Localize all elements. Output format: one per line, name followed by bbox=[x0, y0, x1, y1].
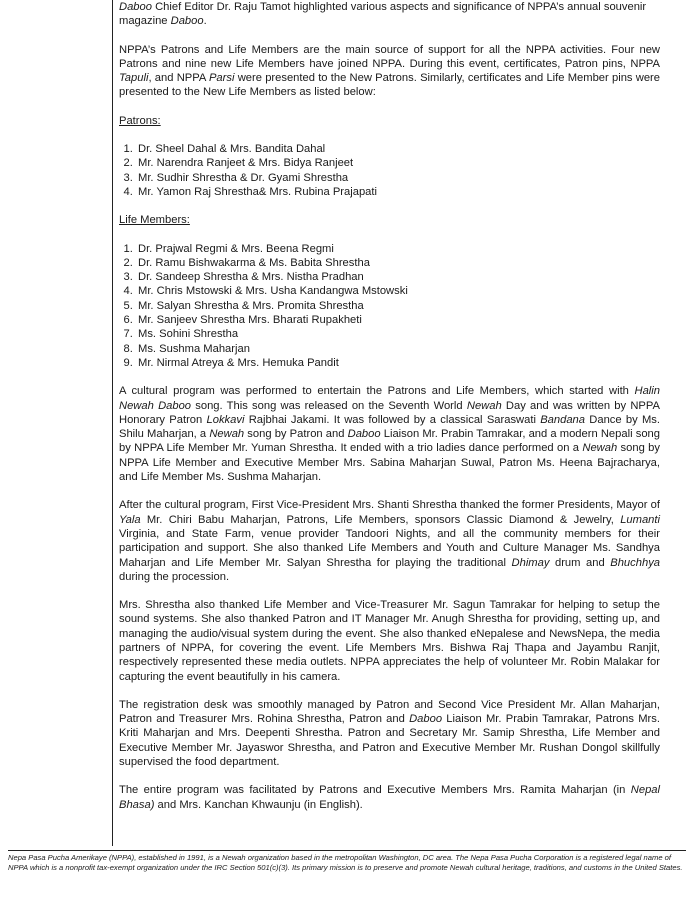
list-item: 1. Dr. Prajwal Regmi & Mrs. Beena Regmi bbox=[136, 242, 660, 256]
list-item: 1. Dr. Sheel Dahal & Mrs. Bandita Dahal bbox=[136, 142, 660, 156]
list-item: 7. Ms. Sohini Shrestha bbox=[136, 327, 660, 341]
life-members-section bbox=[119, 213, 660, 370]
list-item: 2. Mr. Narendra Ranjeet & Mrs. Bidya Ranjeet bbox=[136, 156, 660, 170]
page-body bbox=[112, 0, 660, 846]
list-item: 2. Dr. Ramu Bishwakarma & Ms. Babita Shrestha bbox=[136, 256, 660, 270]
list-item: 5. Mr. Salyan Shrestha & Mrs. Promita Shrestha bbox=[136, 299, 660, 313]
paragraph-thanks: After the cultural program, First Vice-President Mrs. Shanti Shrestha thanked the former Presidents, Mayor of Yala Mr. Chiri Babu Maharjan, Patrons, Life Members, sponsors Classic Diamond & Jewelry, Lumanti Virginia, and State Farm, venue provider Tandoori Nights, and all the community members for their participation and support. She also thanked Life Members and Youth and Culture Manager Ms. Sandhya Maharjan and Life Member Mr. Salyan Shrestha for playing the traditional Dhimay drum and Bhuchhya during the procession. bbox=[119, 499, 661, 583]
page-footer: Nepa Pasa Pucha Amerikaye (NPPA), established in 1991, is a Newah organization based in the metropolitan Washington, DC area. The Nepa Pasa Pucha Corporation is a registered legal name of NPPA which is a nonprofit tax-exempt organization under the IRC Section 501(c)(3). Its primary mission is to preserve and promote Newah cultural heritage, traditions, and customs in the United States. bbox=[8, 850, 686, 872]
paragraph-media-thanks: Mrs. Shrestha also thanked Life Member and Vice-Treasurer Mr. Sagun Tamrakar for helping to setup the sound systems. She also thanked Patron and IT Manager Mr. Anugh Shrestha for providing, setting up, and managing the audio/visual system during the event. She also thanked eNepalese and NewsNepa, the media partners of NPPA, for covering the event. Life Members Mrs. Bishwa Raj Thapa and Jayambu Ranjit, respectively represented these media outlets. NPPA appreciates the help of volunteer Mr. Robin Malakar for capturing the event beautifully in his camera. bbox=[119, 599, 660, 683]
patrons-section bbox=[119, 114, 660, 199]
life-members-heading: Life Members: bbox=[119, 214, 190, 227]
paragraph-daboo-editor: Daboo Chief Editor Dr. Raju Tamot highlighted various aspects and significance of NPPA’s annual souvenir magazine Daboo. bbox=[119, 1, 647, 28]
patrons-heading: Patrons: bbox=[119, 114, 161, 127]
list-item: 4. Mr. Chris Mstowski & Mrs. Usha Kandangwa Mstowski bbox=[136, 284, 660, 298]
list-item: 9. Mr. Nirmal Atreya & Mrs. Hemuka Pandit bbox=[136, 356, 660, 370]
paragraph-registration: The registration desk was smoothly managed by Patron and Second Vice President Mr. Allan Maharjan, Patron and Treasurer Mrs. Rohina Shrestha, Patron and Daboo Liaison Mr. Prabin Tamrakar, Patrons Mrs. Kriti Maharjan and Mrs. Deepenti Shrestha. Patron and Secretary Mr. Samip Shrestha, Life Member and Executive Member Mr. Jayaswor Shrestha, and Patron and Executive Member Mr. Rushan Dongol skillfully supervised the food department. bbox=[119, 698, 660, 769]
list-item: 3. Mr. Sudhir Shrestha & Dr. Gyami Shrestha bbox=[136, 171, 660, 185]
paragraph-facilitators: The entire program was facilitated by Patrons and Executive Members Mrs. Ramita Maharjan (in Nepal Bhasa) and Mrs. Kanchan Khwaunju (in English). bbox=[119, 784, 660, 811]
life-members-list bbox=[119, 242, 660, 371]
list-item: 4. Mr. Yamon Raj Shrestha& Mrs. Rubina Prajapati bbox=[136, 185, 660, 199]
paragraph-patrons-intro: NPPA’s Patrons and Life Members are the main source of support for all the NPPA activities. Four new Patrons and nine new Life Members have joined NPPA. During this event, certificates, Patron pins, NPPA Tapuli, and NPPA Parsi were presented to the New Patrons. Similarly, certificates and Life Member pins were presented to the New Life Members as listed below: bbox=[119, 43, 661, 99]
list-item: 3. Dr. Sandeep Shrestha & Mrs. Nistha Pradhan bbox=[136, 270, 660, 284]
paragraph-cultural-program: A cultural program was performed to entertain the Patrons and Life Members, which started with Halin Newah Daboo song. This song was released on the Seventh World Newah Day and was written by NPPA Honorary Patron Lokkavi Rajbhai Jakami. It was followed by a classical Saraswati Bandana Dance by Ms. Shilu Maharjan, a Newah song by Patron and Daboo Liaison Mr. Prabin Tamrakar, and a modern Nepali song by NPPA Life Member Mr. Yuman Shrestha. It ended with a trio ladies dance performed on a Newah song by NPPA Life Member and Executive Member Mrs. Sabina Maharjan Suwal, Patron Ms. Heena Bajracharya, and Life Member Ms. Sushma Maharjan. bbox=[119, 385, 660, 484]
list-item: 8. Ms. Sushma Maharjan bbox=[136, 342, 660, 356]
list-item: 6. Mr. Sanjeev Shrestha Mrs. Bharati Rupakheti bbox=[136, 313, 660, 327]
patrons-list bbox=[119, 142, 660, 199]
